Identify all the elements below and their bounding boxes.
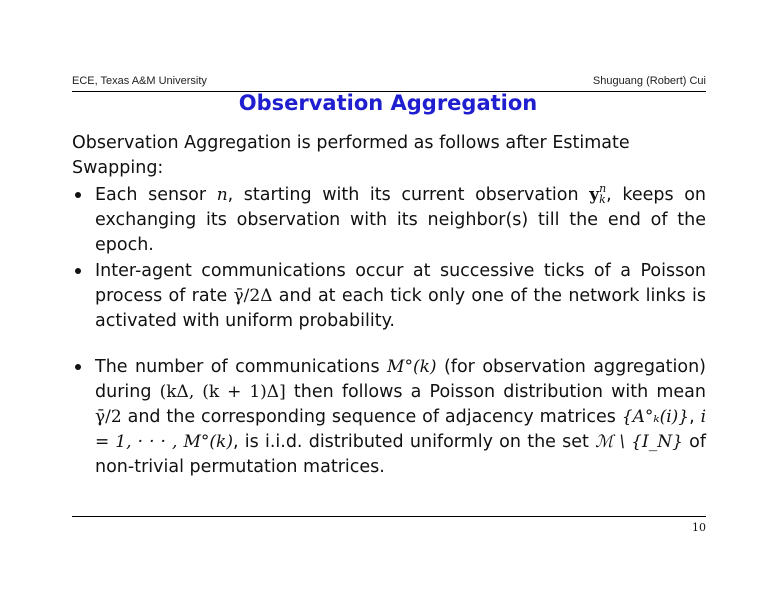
bullet-dot [75, 192, 81, 198]
math-mean: γ̄/2 [95, 407, 122, 427]
math-observation: y n k [589, 182, 607, 206]
math-communications-count: M°(k) [387, 357, 437, 377]
math-index-range: i = 1, · · · , M°(k) [95, 407, 706, 452]
bullet-text: Each sensor n, starting with its current observation y n k , keeps on exchanging its observation with its neighbor(s) till the end of the epoch. [95, 182, 706, 255]
math-permutation-set: ℳ \ {I_N} [595, 432, 683, 452]
header-institution: ECE, Texas A&M University [72, 75, 207, 87]
header-author: Shuguang (Robert) Cui [592, 75, 706, 87]
math-rate: γ̄/2Δ [233, 286, 273, 306]
bullet-text: The number of communications M°(k) (for observation aggregation) during (kΔ, (k + 1)Δ] then follows a Poisson distribution with mean γ̄/2 and the corresponding sequence of adjacency matrices {A°ₖ(i)}, i = 1, · · · , M°(k), is i.i.d. distributed uniformly on the set ℳ \ {I_N} of non-trivial permutation matrices. [95, 357, 706, 477]
bullet-item-2 [72, 259, 706, 334]
math-interval: (kΔ, (k + 1)Δ] [159, 382, 286, 402]
footer-rule [72, 516, 706, 517]
bullet-item-3 [72, 355, 706, 480]
math-adjacency-sequence: {A°ₖ(i)} [621, 407, 690, 427]
bullet-item-1 [72, 183, 706, 258]
slide-title: Observation Aggregation [238, 91, 538, 115]
bullet-dot [75, 268, 81, 274]
page-number: 10 [692, 521, 706, 534]
bullet-text: Inter-agent communications occur at successive ticks of a Poisson process of rate γ̄/2Δ and at each tick only one of the network links is activated with uniform probability. [95, 261, 706, 331]
intro-text: Observation Aggregation is performed as follows after Estimate Swapping: [72, 133, 630, 178]
math-n: n [216, 185, 228, 205]
bullet-dot [75, 364, 81, 370]
